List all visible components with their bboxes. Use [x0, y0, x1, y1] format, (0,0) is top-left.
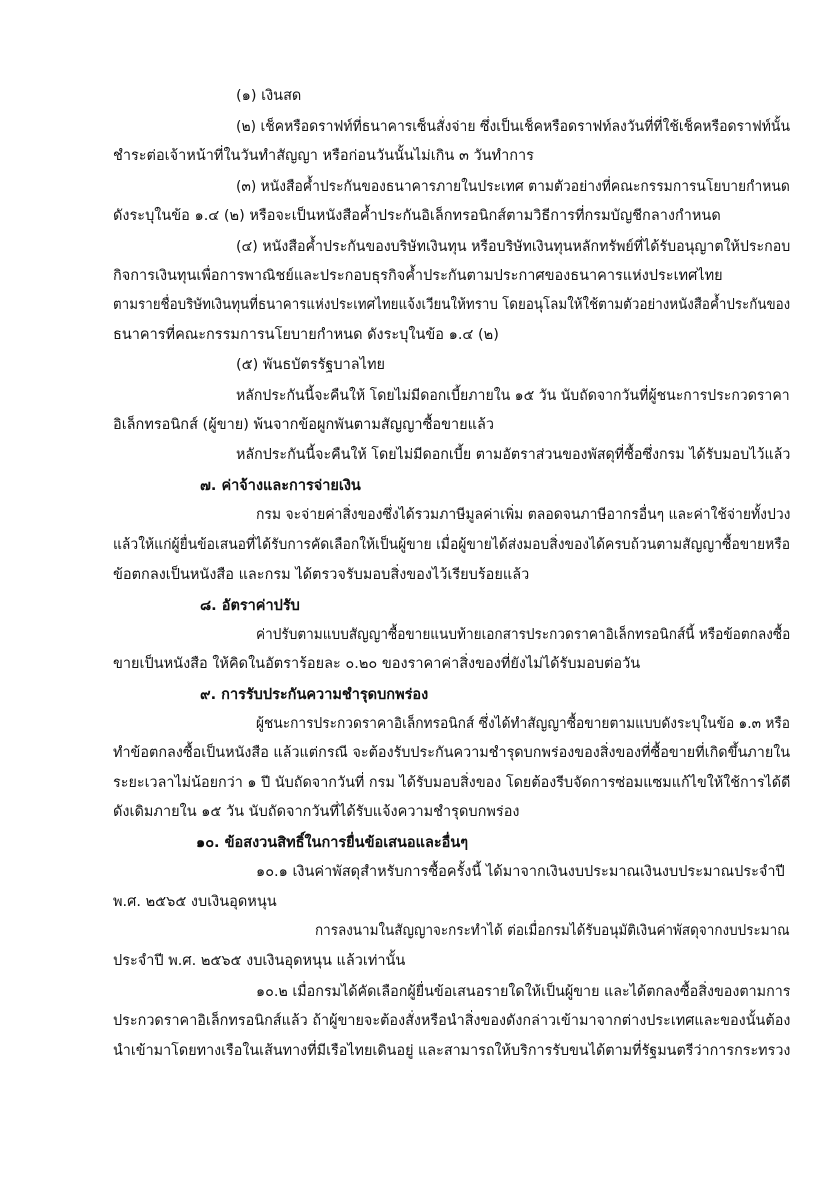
section-heading: ๗. ค่าจ้างและการจ่ายเงิน	[200, 478, 361, 494]
text-line: ตามรายชื่อบริษัทเงินทุนที่ธนาคารแห่งประเทศไทยแจ้งเวียนให้ทราบ โดยอนุโลมให้ใช้ตามตัวอย่างหนังสือค้ำประกันของ	[113, 297, 791, 313]
text-line: แล้วให้แก่ผู้ยื่นข้อเสนอที่ได้รับการคัดเลือกให้เป็นผู้ขาย เมื่อผู้ขายได้ส่งมอบสิ่งของได้ครบถ้วนตามสัญญาซื้อขายหรือ	[113, 537, 791, 553]
text-line: ประกวดราคาอิเล็กทรอนิกส์แล้ว ถ้าผู้ขายจะต้องสั่งหรือนำสิ่งของดังกล่าวเข้ามาจากต่างประเทศและของนั้นต้อง	[113, 1013, 791, 1029]
text-line: ทำข้อตกลงซื้อเป็นหนังสือ แล้วแต่กรณี จะต้องรับประกันความชำรุดบกพร่องของสิ่งของที่ซื้อขายที่เกิดขึ้นภายใน	[113, 745, 791, 761]
text-line: (๔) หนังสือค้ำประกันของบริษัทเงินทุน หรือบริษัทเงินทุนหลักทรัพย์ที่ได้รับอนุญาตให้ประกอบ	[236, 239, 791, 255]
text-line: ธนาคารที่คณะกรรมการนโยบายกำหนด ดังระบุในข้อ ๑.๔ (๒)	[113, 327, 499, 343]
text-line: (๓) หนังสือค้ำประกันของธนาคารภายในประเทศ ตามตัวอย่างที่คณะกรรมการนโยบายกำหนด	[236, 179, 790, 195]
text-line: หลักประกันนี้จะคืนให้ โดยไม่มีดอกเบี้ย ตามอัตราส่วนของพัสดุที่ซื้อซึ่งกรม ได้รับมอบไว้แล้ว	[236, 447, 791, 463]
text-line: ดังระบุในข้อ ๑.๔ (๒) หรือจะเป็นหนังสือค้ำประกันอิเล็กทรอนิกส์ตามวิธีการที่กรมบัญชีกลางกำหนด	[113, 208, 721, 224]
text-line: ข้อตกลงเป็นหนังสือ และกรม ได้ตรวจรับมอบสิ่งของไว้เรียบร้อยแล้ว	[113, 567, 530, 583]
text-line: ระยะเวลาไม่น้อยกว่า ๑ ปี นับถัดจากวันที่ กรม ได้รับมอบสิ่งของ โดยต้องรีบจัดการซ่อมแซมแก้ไขให้ใช้การได้ดี	[113, 775, 791, 791]
text-line: อิเล็กทรอนิกส์ (ผู้ขาย) พ้นจากข้อผูกพันตามสัญญาซื้อขายแล้ว	[113, 417, 495, 433]
text-line: กรม จะจ่ายค่าสิ่งของซึ่งได้รวมภาษีมูลค่าเพิ่ม ตลอดจนภาษีอากรอื่นๆ และค่าใช้จ่ายทั้งปวง	[256, 507, 791, 523]
text-line: ผู้ชนะการประกวดราคาอิเล็กทรอนิกส์ ซึ่งได้ทำสัญญาซื้อขายตามแบบดังระบุในข้อ ๑.๓ หรือ	[256, 716, 791, 732]
text-line: หลักประกันนี้จะคืนให้ โดยไม่มีดอกเบี้ยภายใน ๑๕ วัน นับถัดจากวันที่ผู้ชนะการประกวดราคา	[236, 388, 790, 404]
section-heading: ๘. อัตราค่าปรับ	[200, 598, 300, 614]
text-line: ประจำปี พ.ศ. ๒๕๖๕ งบเงินอุดหนุน แล้วเท่านั้น	[113, 953, 406, 969]
text-line: ขายเป็นหนังสือ ให้คิดในอัตราร้อยละ ๐.๒๐ ของราคาค่าสิ่งของที่ยังไม่ได้รับมอบต่อวัน	[113, 656, 641, 672]
text-line: การลงนามในสัญญาจะกระทำได้ ต่อเมื่อกรมได้รับอนุมัติเงินค่าพัสดุจากงบประมาณ	[315, 923, 790, 939]
text-line: (๑) เงินสด	[236, 88, 302, 104]
text-line: (๒) เช็คหรือดราฟท์ที่ธนาคารเซ็นสั่งจ่าย ซึ่งเป็นเช็คหรือดราฟท์ลงวันที่ที่ใช้เช็คหรือดราฟท์นั้น	[236, 119, 790, 135]
text-line: (๕) พันธบัตรรัฐบาลไทย	[236, 357, 385, 373]
text-line: ๑๐.๒ เมื่อกรมได้คัดเลือกผู้ยื่นข้อเสนอรายใดให้เป็นผู้ขาย และได้ตกลงซื้อสิ่งของตามการ	[256, 984, 791, 1000]
text-line: ชำระต่อเจ้าหน้าที่ในวันทำสัญญา หรือก่อนวันนั้นไม่เกิน ๓ วันทำการ	[113, 148, 534, 164]
section-heading: ๙. การรับประกันความชำรุดบกพร่อง	[200, 687, 429, 703]
text-line: กิจการเงินทุนเพื่อการพาณิชย์และประกอบธุรกิจค้ำประกันตามประกาศของธนาคารแห่งประเทศไทย	[113, 268, 723, 284]
text-line: นำเข้ามาโดยทางเรือในเส้นทางที่มีเรือไทยเดินอยู่ และสามารถให้บริการรับขนได้ตามที่รัฐมนตรีว่าการกระทรวง	[113, 1043, 791, 1059]
text-line: พ.ศ. ๒๕๖๕ งบเงินอุดหนุน	[113, 894, 277, 910]
text-line: ดังเดิมภายใน ๑๕ วัน นับถัดจากวันที่ได้รับแจ้งความชำรุดบกพร่อง	[113, 804, 520, 820]
text-line: ๑๐.๑ เงินค่าพัสดุสำหรับการซื้อครั้งนี้ ได้มาจากเงินงบประมาณเงินงบประมาณประจำปี	[256, 864, 785, 880]
text-line: ค่าปรับตามแบบสัญญาซื้อขายแนบท้ายเอกสารประกวดราคาอิเล็กทรอนิกส์นี้ หรือข้อตกลงซื้อ	[256, 627, 791, 643]
section-heading: ๑๐. ข้อสงวนสิทธิ์ในการยื่นข้อเสนอและอื่นๆ	[196, 835, 469, 851]
